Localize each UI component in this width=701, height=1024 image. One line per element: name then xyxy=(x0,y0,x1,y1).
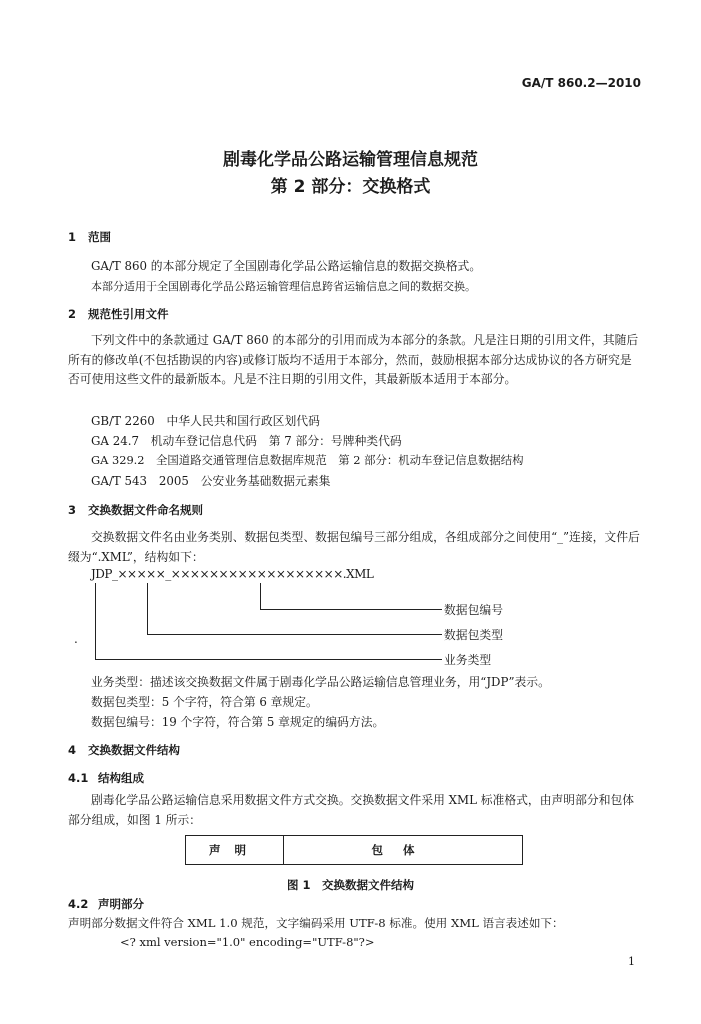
section-title: 交换数据文件结构 xyxy=(88,743,180,757)
section-title: 交换数据文件命名规则 xyxy=(88,503,203,517)
structure-figure-table xyxy=(185,835,523,865)
section-2-paragraph: 下列文件中的条款通过 GA/T 860 的本部分的引用而成为本部分的条款。凡是注日期的引用文件，其随后所有的修改单(不包括勘误的内容)或修订版均不适用于本部分，然而，鼓励根据本部分达成协议的各方研究是否可使用这些文件的最新版本。凡是不注日期的引用文件，其最新版本适用于本部分。 xyxy=(68,333,639,386)
stray-mark: . xyxy=(74,632,78,646)
section-number: 4.2 xyxy=(68,897,89,911)
section-1-para-1: GA/T 860 的本部分规定了全国剧毒化学品公路运输信息的数据交换格式。 xyxy=(91,259,482,273)
section-4-2-heading xyxy=(68,896,144,912)
section-number: 1 xyxy=(68,230,77,244)
section-1-heading xyxy=(68,229,111,245)
standard-code: GA/T 860.2—2010 xyxy=(521,76,641,90)
declaration-cell: 声明 xyxy=(186,836,284,864)
ref-item: GA 24.7 机动车登记信息代码 第 7 部分：号牌种类代码 xyxy=(91,434,402,448)
definition-pkg-type: 数据包类型：5 个字符，符合第 6 章规定。 xyxy=(91,695,318,709)
bracket-line-pkg-no xyxy=(260,583,261,609)
section-4-2-paragraph: 声明部分数据文件符合 XML 1.0 规范，文字编码采用 UTF-8 标准。使用 XML 语言表述如下： xyxy=(68,916,564,930)
section-number: 4 xyxy=(68,743,77,757)
xml-declaration-code: <? xml version="1.0" encoding="UTF-8"?> xyxy=(120,935,375,949)
definition-pkg-no: 数据包编号：19 个字符，符合第 5 章规定的编码方法。 xyxy=(91,715,385,729)
label-pkg-type: 数据包类型 xyxy=(444,628,503,642)
section-number: 4.1 xyxy=(68,771,89,785)
figure-caption: 图 1 交换数据文件结构 xyxy=(286,878,414,892)
definition-biz-type: 业务类型：描述该交换数据文件属于剧毒化学品公路运输信息管理业务，用“JDP”表示。 xyxy=(91,675,550,689)
bracket-line-pkg-type xyxy=(147,583,148,634)
section-number: 3 xyxy=(68,503,77,517)
body-cell: 包体 xyxy=(371,843,435,857)
document-title: 剧毒化学品公路运输管理信息规范 xyxy=(223,150,478,170)
section-3-paragraph: 交换数据文件名由业务类别、数据包类型、数据包编号三部分组成，各组成部分之间使用“_”连接，文件后缀为“.XML”，结构如下： xyxy=(68,530,640,564)
section-2-heading xyxy=(68,306,169,322)
leader-line-pkg-no xyxy=(260,609,442,610)
section-title: 声明部分 xyxy=(98,897,144,911)
section-4-heading xyxy=(68,742,180,758)
leader-line-biz-type xyxy=(95,659,442,660)
ref-item: GA/T 543 2005 公安业务基础数据元素集 xyxy=(91,474,331,488)
leader-line-pkg-type xyxy=(147,634,442,635)
ref-item: GA 329.2 全国道路交通管理信息数据库规范 第 2 部分：机动车登记信息数据结构 xyxy=(91,453,524,467)
section-3-heading xyxy=(68,502,203,518)
document-subtitle: 第 2 部分：交换格式 xyxy=(270,177,431,197)
label-pkg-no: 数据包编号 xyxy=(444,603,503,617)
section-4-1-heading xyxy=(68,770,144,786)
section-title: 范围 xyxy=(88,230,111,244)
label-biz-type: 业务类型 xyxy=(444,653,492,667)
section-title: 规范性引用文件 xyxy=(88,307,169,321)
page-number: 1 xyxy=(628,955,635,968)
section-title: 结构组成 xyxy=(98,771,144,785)
bracket-line-biz-type xyxy=(95,583,96,659)
filename-pattern: JDP_×××××_××××××××××××××××××.XML xyxy=(91,567,374,581)
section-1-para-2: 本部分适用于全国剧毒化学品公路运输管理信息跨省运输信息之间的数据交换。 xyxy=(91,280,476,293)
section-4-1-paragraph: 剧毒化学品公路运输信息采用数据文件方式交换。交换数据文件采用 XML 标准格式，由声明部分和包体部分组成，如图 1 所示： xyxy=(68,793,635,827)
ref-item: GB/T 2260 中华人民共和国行政区划代码 xyxy=(91,414,320,428)
section-number: 2 xyxy=(68,307,77,321)
